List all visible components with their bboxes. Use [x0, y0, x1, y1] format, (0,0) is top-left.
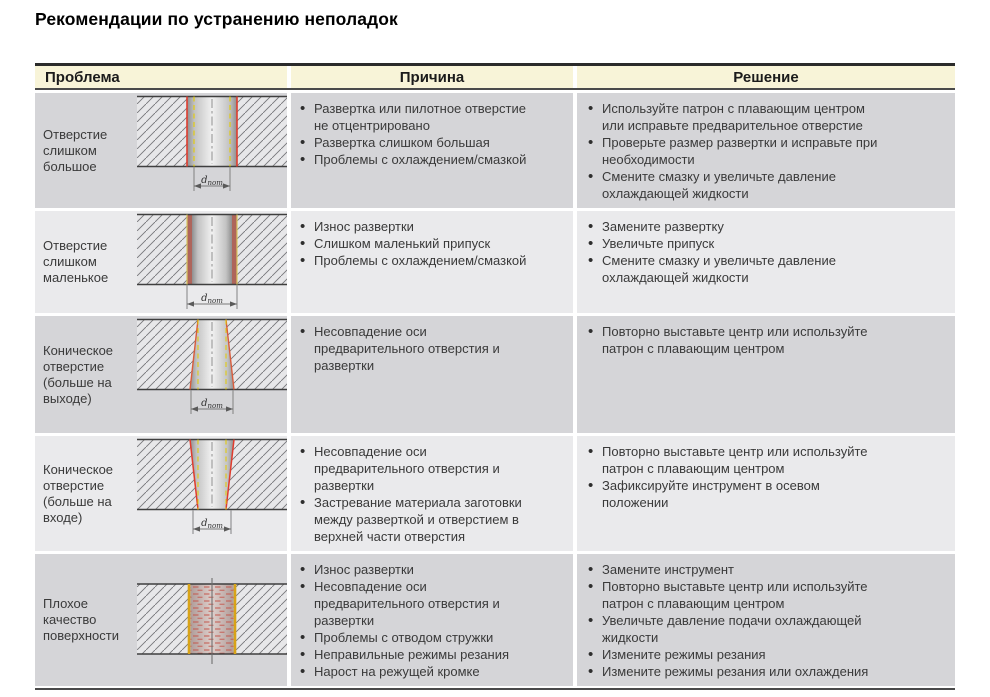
solution-cell [577, 211, 955, 313]
page-title: Рекомендации по устранению неполадок [35, 9, 398, 29]
problem-label: Отверстие слишком большое [43, 126, 108, 174]
cause-item: • Застревание материала заготовки между разверткой и отверстием в верхней части отверстия [299, 494, 531, 545]
column-header-cause: Причина [291, 66, 573, 88]
cause-item: • Неправильные режимы резания [299, 646, 531, 663]
table-row [35, 316, 955, 433]
cause-item: • Развертка или пилотное отверстие не отцентрировано [299, 100, 531, 134]
table-row [35, 436, 955, 551]
solution-cell [577, 436, 955, 551]
cause-list [299, 218, 531, 269]
cause-list [299, 561, 531, 680]
cause-item: • Несовпадение оси предварительного отверстия и развертки [299, 578, 531, 629]
problem-cell [35, 93, 287, 208]
table-row [35, 93, 955, 208]
cause-item: • Проблемы с охлаждением/смазкой [299, 252, 531, 269]
table-row [35, 211, 955, 313]
solution-item: • Измените режимы резания [587, 646, 887, 663]
cause-item: • Проблемы с отводом стружки [299, 629, 531, 646]
column-header-problem: Проблема [35, 66, 287, 88]
cause-list [299, 443, 531, 545]
table-bottom-rule [35, 688, 955, 690]
solution-list [587, 443, 887, 511]
solution-list [587, 561, 887, 680]
table-row [35, 554, 955, 686]
solution-item: • Увеличьте припуск [587, 235, 887, 252]
solution-list [587, 100, 887, 202]
problem-cell [35, 554, 287, 686]
solution-item: • Смените смазку и увеличьте давление охлаждающей жидкости [587, 168, 887, 202]
cause-item: • Износ развертки [299, 561, 531, 578]
dimension-label: $d_{nom}$ [201, 293, 223, 305]
problem-label: Коническое отверстие (больше на выходе) [43, 342, 114, 406]
solution-item: • Используйте патрон с плавающим центром или исправьте предварительное отверстие [587, 100, 887, 134]
cause-cell [291, 211, 573, 313]
solution-item: • Зафиксируйте инструмент в осевом положении [587, 477, 887, 511]
solution-item: • Повторно выставьте центр или используйте патрон с плавающим центром [587, 578, 887, 612]
problem-cell [35, 211, 287, 313]
cause-item: • Несовпадение оси предварительного отверстия и развертки [299, 323, 531, 374]
solution-cell [577, 554, 955, 686]
cause-cell [291, 316, 573, 433]
solution-item: • Замените инструмент [587, 561, 887, 578]
cause-item: • Износ развертки [299, 218, 531, 235]
diagram-oversized-hole [137, 95, 287, 195]
cause-list [299, 323, 531, 374]
diagram-undersized-hole [137, 213, 287, 313]
problem-cell [35, 316, 287, 433]
cause-item: • Слишком маленький припуск [299, 235, 531, 252]
solution-cell [577, 93, 955, 208]
troubleshooting-table [35, 63, 955, 690]
cause-item: • Несовпадение оси предварительного отверстия и развертки [299, 443, 531, 494]
diagram-tapered-hole-larger-at-entry [137, 438, 287, 538]
table-header-row [35, 63, 955, 90]
problem-cell [35, 436, 287, 551]
solution-item: • Измените режимы резания или охлаждения [587, 663, 887, 680]
problem-label: Плохое качество поверхности [43, 596, 119, 643]
problem-label: Коническое отверстие (больше на входе) [43, 461, 114, 525]
solution-item: • Повторно выставьте центр или используйте патрон с плавающим центром [587, 443, 887, 477]
solution-item: • Замените развертку [587, 218, 887, 235]
solution-item: • Повторно выставьте центр или используйте патрон с плавающим центром [587, 323, 887, 357]
dimension-label: $d_{nom}$ [201, 175, 223, 187]
solution-cell [577, 316, 955, 433]
dimension-label: $d_{nom}$ [201, 518, 223, 530]
cause-cell [291, 93, 573, 208]
column-header-solution: Решение [577, 66, 955, 88]
solution-list [587, 323, 887, 357]
cause-cell [291, 436, 573, 551]
diagram-poor-surface-finish [137, 578, 287, 664]
solution-item: • Смените смазку и увеличьте давление охлаждающей жидкости [587, 252, 887, 286]
diagram-tapered-hole-larger-at-exit [137, 318, 287, 418]
cause-item: • Проблемы с охлаждением/смазкой [299, 151, 531, 168]
cause-item: • Развертка слишком большая [299, 134, 531, 151]
solution-item: • Увеличьте давление подачи охлаждающей жидкости [587, 612, 887, 646]
solution-list [587, 218, 887, 286]
dimension-label: $d_{nom}$ [201, 398, 223, 410]
problem-label: Отверстие слишком маленькое [43, 238, 109, 285]
solution-item: • Проверьте размер развертки и исправьте при необходимости [587, 134, 887, 168]
cause-cell [291, 554, 573, 686]
cause-item: • Нарост на режущей кромке [299, 663, 531, 680]
cause-list [299, 100, 531, 168]
